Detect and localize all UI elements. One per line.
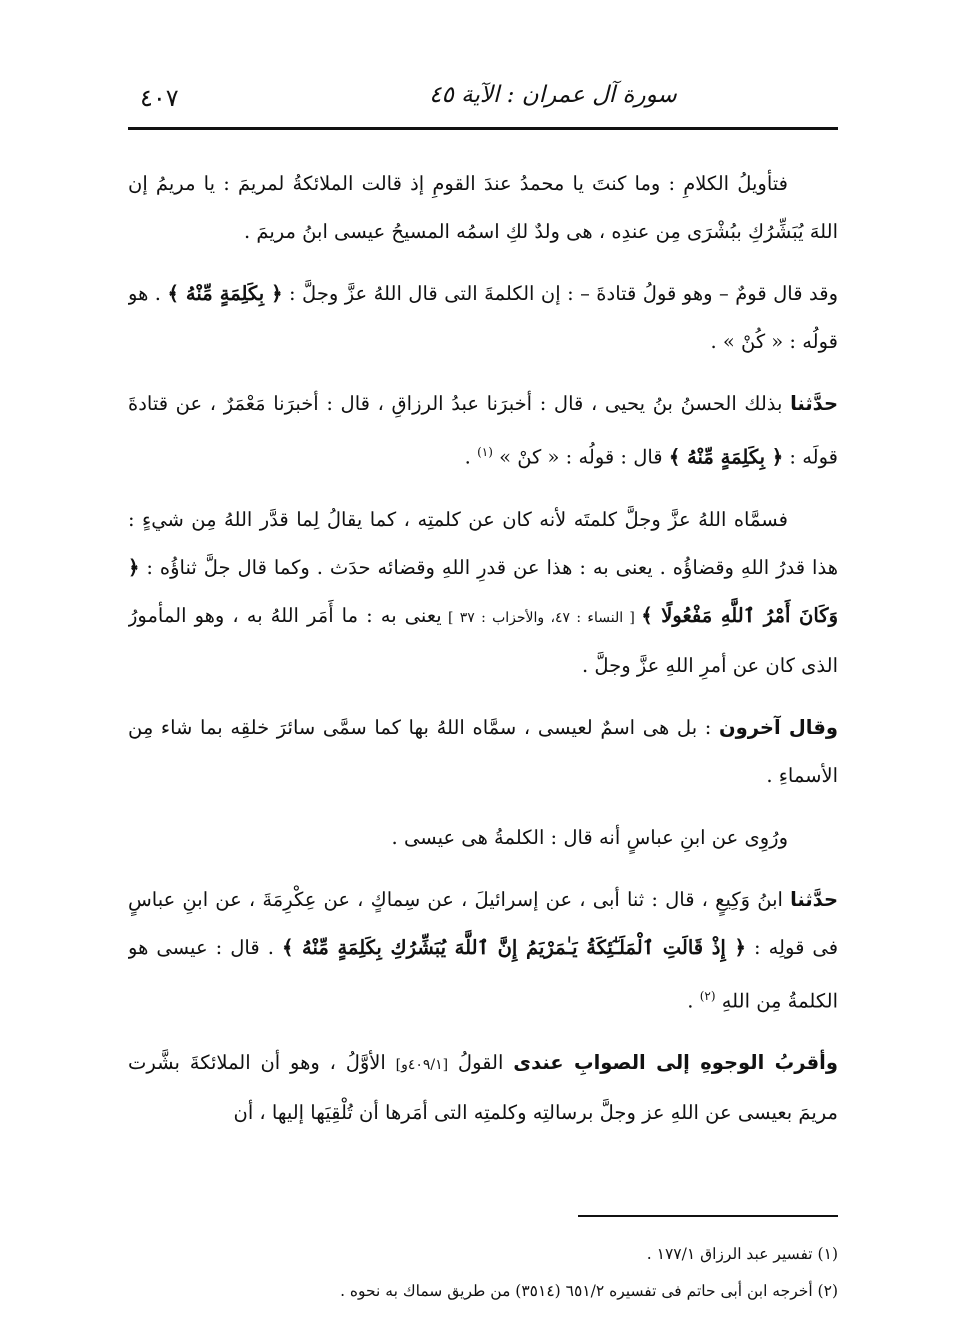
paragraph-qatada-view: [128, 270, 838, 366]
paragraph-interpretation: [128, 160, 838, 256]
paragraph-text: وقد قال قومٌ – وهو قولُ قتادةَ – : إن الكلمةَ التى قال اللهُ عزَّ وجلَّ :: [282, 282, 838, 305]
paragraph-ibn-abbas: [128, 814, 838, 862]
paragraph-hadith-waki: [128, 876, 838, 1026]
lead-word: وقال آخرون: [719, 715, 838, 739]
quran-quote: ﴿ إِذْ قَالَتِ ٱلْمَلَـٰٓئِكَةُ يَـٰمَرْيَمُ إِنَّ ٱللَّهَ يُبَشِّرُكِ بِكَلِمَةٍ مِّنْهُ ﴾: [281, 935, 746, 959]
paragraph-text: .: [687, 989, 700, 1012]
paragraph-text: ابنُ وَكِيعٍ ، قال : ثنا أبى ، عن إسرائيلَ ، عن سِماكٍ ، عن عِكْرِمَةَ ، عن ابنِ عباسٍ فى قولِه :: [128, 887, 838, 959]
paragraph-text: . هو قولُه : « كُنْ » .: [128, 282, 838, 353]
paragraph-text: فسمَّاه اللهُ عزَّ وجلَّ كلمتَه لأنه كان عن كلمتِه ، كما يقالُ لِما قدَّر اللهُ مِن شيءٍ : هذا قدرُ اللهِ وقضاؤُه . يعنى به : هذا عن قدرِ اللهِ وقضائه حدَث . وكما قال جلَّ ثناؤُه :: [128, 507, 838, 579]
footnote-marker[interactable]: (٢): [699, 988, 716, 1003]
page-number: ٤٠٧: [140, 84, 179, 112]
footnotes: [128, 1236, 838, 1310]
footnote-2: (٢) أخرجه ابن أبى حاتم فى تفسيره ٦٥١/٢ (٣٥١٤) من طريق سماك به نحوه .: [340, 1282, 838, 1300]
paragraph-text: بذلك الحسنُ بنُ يحيى ، قال : أخبرَنا عبدُ الرزاقِ ، قال : أخبرَنا مَعْمَرٌ ، عن قتادةَ قولَه :: [128, 392, 838, 469]
paragraph-text: . قال : عيسى هو الكلمةُ مِن اللهِ: [128, 935, 838, 1012]
paragraph-text: القولُ: [448, 1051, 514, 1074]
page-header: [128, 82, 838, 122]
footnote-marker[interactable]: (١): [477, 445, 493, 459]
paragraph-hadith-hasan: [128, 380, 838, 482]
lead-word: وأقربُ الوجوهِ إلى الصوابِ عندى: [513, 1051, 838, 1074]
footnote-1: (١) تفسير عبد الرزاق ١٧٧/١ .: [646, 1245, 838, 1263]
manuscript-reference: [٤٠٩/١و]: [395, 1057, 449, 1073]
paragraph-text: قال : قولُه : « كنْ »: [492, 445, 669, 469]
paragraph-text: : بل هى اسمٌ لعيسى ، سمَّاه اللهُ بها كما سمَّى سائرَ خلقِه بما شاء مِن الأسماءِ .: [128, 715, 838, 787]
quran-quote: ﴿ وَكَانَ أَمْرُ ٱللَّهِ مَفْعُولًا ﴾: [128, 555, 838, 627]
paragraph-text: .: [464, 445, 478, 469]
running-title: سورة آل عمران : الآية ٤٥: [429, 82, 677, 108]
paragraph-text: الأوَّلُ ، وهو أن الملائكةَ بشَّرت مريمَ بعيسى عن اللهِ عز وجلَّ برسالتِه وكلمتِه التى أمَرها أن تُلْقِيَها إليها ، أن: [128, 1051, 838, 1124]
footnote-rule: [578, 1215, 838, 1217]
verse-reference: [ النساء : ٤٧، والأحزاب : ٣٧ ]: [441, 609, 642, 626]
quran-quote: ﴿ بِكَلِمَةٍ مِّنْهُ ﴾: [167, 282, 283, 305]
lead-word: حدَّثنا: [790, 887, 838, 911]
paragraph-others-view: [128, 704, 838, 800]
quran-quote: ﴿ بِكَلِمَةٍ مِّنْهُ ﴾: [668, 445, 784, 469]
paragraph-text: يعنى به : ما أَمَر اللهُ به ، وهو المأمورُ الذى كان عن أمرِ اللهِ عزَّ وجلَّ .: [128, 603, 838, 677]
lead-word: حدَّثنا: [790, 392, 838, 415]
main-text: [128, 160, 838, 1200]
paragraph-naming: [128, 496, 838, 690]
paragraph-preferred-view: [128, 1039, 838, 1137]
paragraph-text: ورُوِى عن ابنِ عباسٍ أنه قال : الكلمةُ هى عيسى .: [391, 825, 788, 849]
header-rule: [128, 127, 838, 130]
paragraph-text: فتأويلُ الكلامِ : وما كنتَ يا محمدُ عندَ القومِ إذ قالت الملائكةُ لمريمَ : يا مريمُ إن اللهَ يُبَشِّرُكِ ببُشْرَى مِن عندِه ، هى ولدٌ لكِ اسمُه المسيحُ عيسى ابنُ مريمَ .: [128, 172, 838, 243]
